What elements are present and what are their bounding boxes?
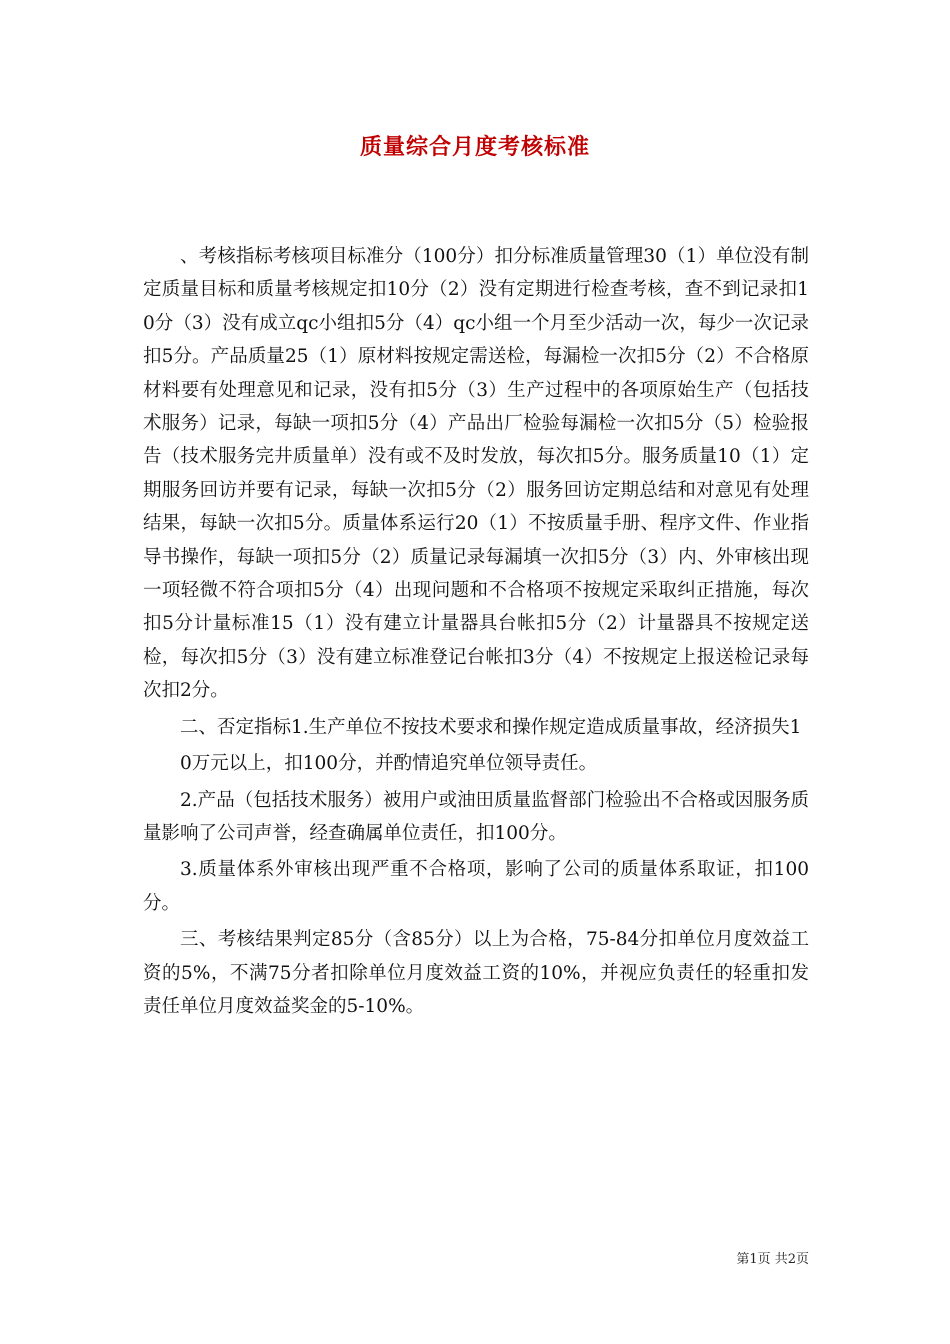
paragraph-veto-item-2: 2.产品（包括技术服务）被用户或油田质量监督部门检验出不合格或因服务质量影响了公司声誉，经查确属单位责任，扣100分。 xyxy=(143,789,809,844)
paragraph-veto-item-3: 3.质量体系外审核出现严重不合格项，影响了公司的质量体系取证，扣100分。 xyxy=(143,859,809,914)
document-body xyxy=(143,240,809,1023)
document-title: 质量综合月度考核标准 xyxy=(359,134,590,160)
paragraph-veto-indicators: 二、否定指标1.生产单位不按技术要求和操作规定造成质量事故，经济损失1 xyxy=(180,716,802,738)
paragraph-assessment-indicators: 、考核指标考核项目标准分（100分）扣分标准质量管理30（1）单位没有制定质量目标和质量考核规定扣10分（2）没有定期进行检查考核，查不到记录扣10分（3）没有成立qc小组扣5分（4）qc小组一个月至少活动一次，每少一次记录扣5分。产品质量25（1）原材料按规定需送检，每漏检一次扣5分（2）不合格原材料要有处理意见和记录，没有扣5分（3）生产过程中的各项原始生产（包括技术服务）记录，每缺一项扣5分（4）产品出厂检验每漏检一次扣5分（5）检验报告（技术服务完井质量单）没有或不及时发放，每次扣5分。服务质量10（1）定期服务回访并要有记录，每缺一次扣5分（2）服务回访定期总结和对意见有处理结果，每缺一次扣5分。质量体系运行20（1）不按质量手册、程序文件、作业指导书操作，每缺一项扣5分（2）质量记录每漏填一次扣5分（3）内、外审核出现一项轻微不符合项扣5分（4）出现问题和不合格项不按规定采取纠正措施，每次扣5分计量标准15（1）没有建立计量器具台帐扣5分（2）计量器具不按规定送检，每次扣5分（3）没有建立标准登记台帐扣3分（4）不按规定上报送检记录每次扣2分。 xyxy=(143,246,809,702)
page-number-footer: 第1页 共2页 xyxy=(736,1252,809,1267)
paragraph-veto-item-1-cont: 0万元以上，扣100分，并酌情追究单位领导责任。 xyxy=(180,753,598,775)
paragraph-result-judgement: 三、考核结果判定85分（含85分）以上为合格，75-84分扣单位月度效益工资的5%，不满75分者扣除单位月度效益工资的10%，并视应负责任的轻重扣发责任单位月度效益奖金的5-10%。 xyxy=(143,929,809,1017)
